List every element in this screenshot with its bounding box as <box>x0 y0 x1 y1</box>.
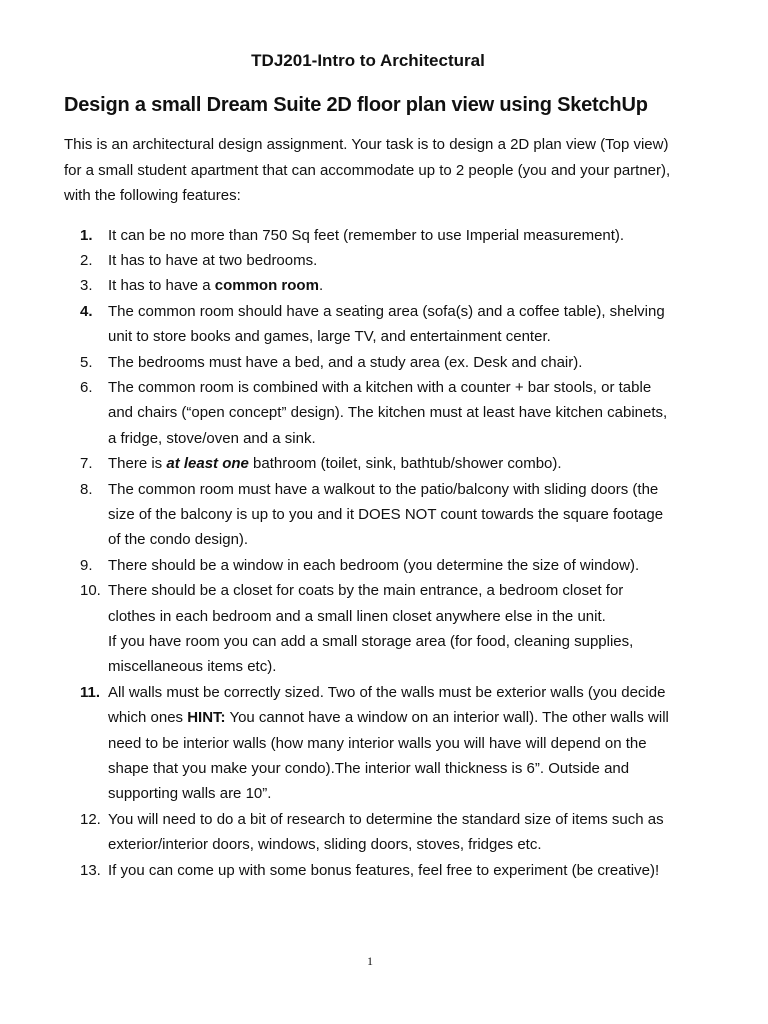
item-number: 7. <box>80 455 93 473</box>
item-number: 10. <box>80 582 101 600</box>
list-item <box>64 273 672 298</box>
course-title: TDJ201-Intro to Architectural <box>251 51 485 70</box>
item-text: The common room should have a seating area (sofa(s) and a coffee table), shelving unit to store books and games, large TV, and entertainment center. <box>108 302 665 346</box>
item-text: All walls must be correctly sized. Two of the walls must be exterior walls (you decide which ones <box>108 683 666 727</box>
intro-paragraph: This is an architectural design assignment. Your task is to design a 2D plan view (Top view) for a small student apartment that can accommodate up to 2 people (you and your partner), with the following features: <box>64 136 671 204</box>
item-text: bathroom (toilet, sink, bathtub/shower combo). <box>248 455 562 473</box>
item-number: 12. <box>80 810 101 828</box>
list-item <box>64 375 672 451</box>
list-item <box>64 451 672 476</box>
item-number: 8. <box>80 480 93 498</box>
item-number: 6. <box>80 378 93 396</box>
list-item <box>64 350 672 375</box>
item-text: If you have room you can add a small storage area (for food, cleaning supplies, miscellaneous items etc). <box>108 633 634 676</box>
item-number: 2. <box>80 251 93 269</box>
item-text-bold-italic: at least one <box>166 455 249 473</box>
item-number: 9. <box>80 556 93 574</box>
list-item <box>64 477 672 553</box>
item-text: You cannot have a window on an interior wall). The other walls will need to be interior walls (how many interior walls you will have will depend on the shape that you make your condo).The interior wall thickness is 6”. Outside and supporting walls are 10”. <box>108 709 669 803</box>
list-item <box>64 299 672 350</box>
item-text: There is <box>108 455 167 473</box>
item-text: If you can come up with some bonus features, feel free to experiment (be creative)! <box>108 861 660 879</box>
item-text: The common room is combined with a kitchen with a counter + bar stools, or table and chairs (“open concept” design). The kitchen must at least have kitchen cabinets, a fridge, stove/oven and a sink. <box>108 378 668 447</box>
item-text: The common room must have a walkout to the patio/balcony with sliding doors (the size of the balcony is up to you and it DOES NOT count towards the square footage of the condo design). <box>108 480 664 549</box>
list-item <box>64 807 672 858</box>
item-text: There should be a window in each bedroom (you determine the size of window). <box>108 556 640 574</box>
list-item <box>64 248 672 273</box>
list-item <box>64 553 672 578</box>
item-text: The bedrooms must have a bed, and a study area (ex. Desk and chair). <box>108 353 583 371</box>
item-text: You will need to do a bit of research to determine the standard size of items such as exterior/interior doors, windows, sliding doors, stoves, fridges etc. <box>108 810 664 854</box>
list-item <box>64 578 672 680</box>
item-text-bold: common room <box>214 277 319 295</box>
item-number: 4. <box>80 302 93 320</box>
page-number: 1 <box>367 954 373 968</box>
item-number: 13. <box>80 861 101 879</box>
item-text: It has to have at two bedrooms. <box>108 251 318 269</box>
list-item <box>64 858 672 883</box>
item-number: 5. <box>80 353 93 371</box>
item-text: It can be no more than 750 Sq feet (remember to use Imperial measurement). <box>108 226 625 244</box>
list-item <box>64 223 672 248</box>
item-number: 1. <box>80 226 93 244</box>
item-text: It has to have a <box>108 277 215 295</box>
item-text-bold: HINT: <box>187 709 226 727</box>
item-text: There should be a closet for coats by the main entrance, a bedroom closet for clothes in each bedroom and a small linen closet anywhere else in the unit. <box>108 582 624 625</box>
assignment-heading: Design a small Dream Suite 2D floor plan view using SketchUp <box>64 94 648 116</box>
item-number: 3. <box>80 277 93 295</box>
item-number: 11. <box>80 683 101 701</box>
item-text: . <box>318 277 324 295</box>
requirements-list <box>64 223 672 884</box>
list-item <box>64 680 672 807</box>
